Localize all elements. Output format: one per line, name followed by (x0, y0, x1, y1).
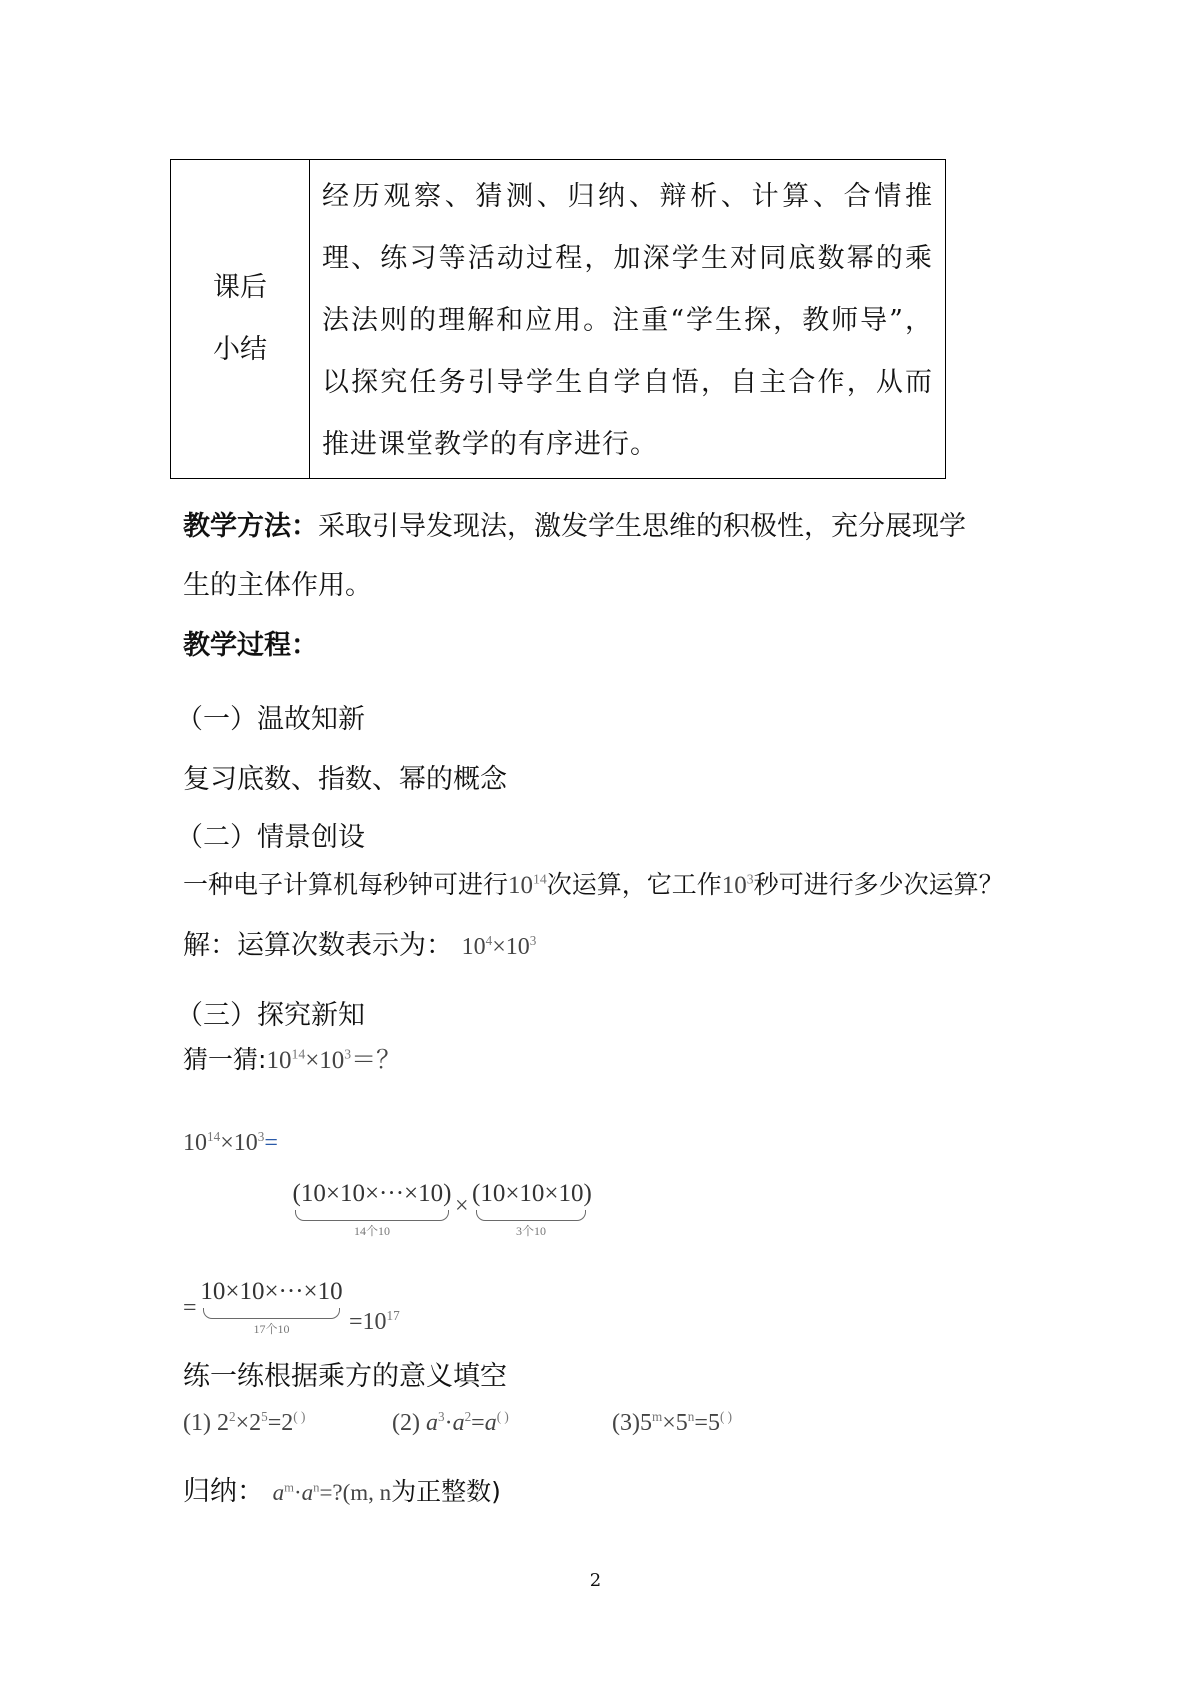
group-3-note: 17个10 (253, 1322, 290, 1336)
group-2-text: (10×10×10) (472, 1180, 592, 1207)
underbrace-1 (295, 1210, 449, 1221)
problem-power-1: $10^{14}$ (508, 871, 547, 899)
underbrace-3 (203, 1308, 340, 1319)
underbrace-2 (476, 1210, 586, 1221)
method-line1 (183, 507, 966, 547)
section-review-heading: （一）温故知新 (176, 704, 365, 735)
process-heading: 教学过程： (183, 630, 318, 661)
problem-statement (183, 865, 1004, 906)
derivation-equals: = (264, 1130, 278, 1156)
group-3-text: 10×10×···×10 (200, 1278, 343, 1305)
summary-label-line1: 课后 (213, 272, 267, 303)
derivation-line2-equals: = (183, 1295, 197, 1321)
practice-item-3: $(3)5^m\times 5^n=5^{( )}$ (612, 1409, 733, 1436)
derivation-group-3 (199, 1278, 344, 1337)
induction-line (183, 1472, 501, 1513)
group-1-note: 14个10 (353, 1224, 390, 1238)
method-text-line1: 采取引导发现法，激发学生思维的积极性，充分展现学 (318, 511, 966, 542)
guess-label: 猜一猜: (183, 1045, 267, 1074)
summary-label-line2: 小结 (213, 334, 267, 365)
review-text: 复习底数、指数、幂的概念 (183, 764, 507, 795)
problem-power-2: $10^3$ (721, 871, 754, 899)
induction-label: 归纳： (183, 1476, 264, 1507)
solution-label: 解：运算次数表示为： (183, 930, 453, 961)
practice-item-2: (2) $a^3\cdot a^2=a^{( )}$ (392, 1409, 509, 1436)
guess-expression: $10^{14}\times 10^3=$？ (266, 1046, 402, 1074)
problem-text-3: 秒可进行多少次运算？ (753, 870, 1004, 899)
section-explore-heading: （三）探究新知 (176, 1000, 365, 1031)
summary-label-cell (171, 160, 310, 479)
practice-item-1: (1) $2^2\times 2^5=2^{( )}$ (183, 1409, 306, 1436)
induction-expression: $a^m\cdot a^n=?(m$, n (272, 1480, 392, 1505)
section-scenario-heading: （二）情景创设 (176, 822, 365, 853)
page-number: 2 (589, 1570, 602, 1591)
group-2-note: 3个10 (515, 1224, 546, 1238)
derivation-group-2 (472, 1180, 590, 1239)
guess-line (183, 1040, 401, 1081)
derivation-result: $=10^{17}$ (349, 1308, 400, 1335)
method-heading: 教学方法： (183, 511, 318, 542)
derivation-times: × (455, 1193, 469, 1219)
summary-content: 经历观察、猜测、归纳、辩析、计算、合情推理、练习等活动过程，加深学生对同底数幂的乘法法则的理解和应用。注重“学生探，教师导”，以探究任务引导学生自学自悟，自主合作，从而推进课堂教学的有序进行。 (310, 160, 946, 479)
problem-text-1: 一种电子计算机每秒钟可进行 (183, 870, 509, 899)
summary-table (170, 159, 946, 479)
method-text-line2: 生的主体作用。 (183, 570, 372, 601)
derivation-lhs: $10^{14}\times 10^3=$ (183, 1129, 278, 1156)
group-1-text: (10×10×···×10) (292, 1180, 452, 1207)
practice-title: 练一练根据乘方的意义填空 (183, 1361, 507, 1392)
solution-expression: $10^4\times 10^3$ (461, 933, 537, 960)
solution-line (183, 926, 536, 967)
derivation-group-1 (291, 1180, 453, 1239)
problem-text-2: 次运算，它工作 (546, 870, 722, 899)
induction-note: 为正整数) (391, 1477, 501, 1506)
